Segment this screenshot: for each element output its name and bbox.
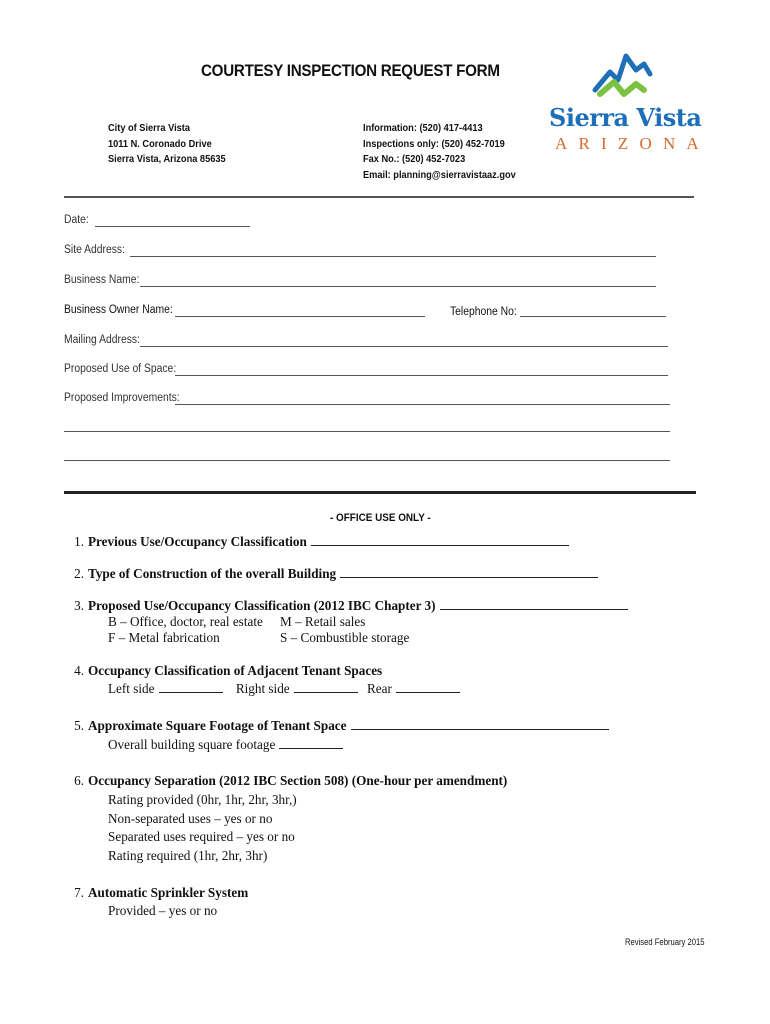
q5-answer-field[interactable] — [351, 718, 609, 730]
question-number: 3. — [74, 598, 84, 613]
right-side-label: Right side — [235, 681, 290, 696]
q1-answer-field[interactable] — [311, 534, 569, 546]
mailing-address-field[interactable] — [140, 346, 668, 347]
owner-name-label: Business Owner Name: — [64, 304, 173, 316]
office-divider — [64, 491, 696, 494]
question-number: 1. — [74, 534, 84, 549]
left-side-label: Left side — [108, 681, 155, 696]
left-side-field[interactable] — [159, 681, 223, 693]
option-s: S – Combustible storage — [280, 630, 410, 645]
revision-date: Revised February 2015 — [625, 937, 705, 947]
contact-line: Inspections only: (520) 452-7019 — [363, 137, 505, 150]
option-m: M – Retail sales — [280, 614, 366, 629]
rear-label: Rear — [366, 681, 392, 696]
question-number: 6. — [74, 773, 84, 788]
date-field[interactable] — [95, 226, 250, 227]
proposed-use-field[interactable] — [175, 375, 668, 376]
q4-sides — [108, 680, 460, 698]
q3-answer-field[interactable] — [440, 598, 628, 610]
contact-line: Information: (520) 417-4413 — [363, 122, 483, 134]
rating-provided: Rating provided (0hr, 1hr, 2hr, 3hr,) — [108, 792, 297, 807]
question-number: 2. — [74, 566, 84, 581]
rear-field[interactable] — [396, 681, 460, 693]
question-text: Type of Construction of the overall Building — [88, 566, 337, 581]
header-divider — [64, 196, 694, 198]
proposed-improvements-line-2[interactable] — [64, 431, 670, 432]
q7-details — [108, 902, 217, 920]
q6-details — [108, 791, 297, 865]
site-address-field[interactable] — [130, 256, 656, 257]
question-text: Previous Use/Occupancy Classification — [88, 534, 307, 549]
proposed-improvements-field[interactable] — [175, 404, 670, 405]
date-label: Date: — [64, 214, 89, 226]
non-separated-uses: Non-separated uses – yes or no — [108, 810, 273, 826]
mailing-address-label: Mailing Address: — [64, 334, 140, 346]
question-number: 7. — [74, 885, 84, 900]
wave-icon — [600, 82, 644, 94]
office-use-only-heading: - OFFICE USE ONLY - — [330, 512, 431, 524]
business-name-label: Business Name: — [64, 274, 140, 286]
logo-state: ARIZONA — [555, 134, 710, 153]
logo-name: Sierra Vista — [549, 103, 702, 132]
telephone-field[interactable] — [520, 316, 666, 317]
address-line: Sierra Vista, Arizona 85635 — [108, 153, 226, 165]
overall-footage-label: Overall building square footage — [108, 737, 276, 752]
rating-required: Rating required (1hr, 2hr, 3hr) — [108, 847, 268, 863]
proposed-improvements-line-3[interactable] — [64, 460, 670, 461]
question-text: Automatic Sprinkler System — [88, 885, 249, 900]
question-text: Occupancy Classification of Adjacent Tenant Spaces — [88, 663, 383, 678]
question-number: 5. — [74, 718, 84, 733]
sprinkler-provided: Provided – yes or no — [108, 903, 218, 918]
q2-answer-field[interactable] — [340, 566, 598, 578]
question-text: Occupancy Separation (2012 IBC Section 508) (One-hour per amendment) — [88, 773, 508, 788]
proposed-use-label: Proposed Use of Space: — [64, 363, 177, 375]
business-name-field[interactable] — [140, 286, 656, 287]
contact-line: Fax No.: (520) 452-7023 — [363, 153, 466, 165]
site-address-label: Site Address: — [64, 244, 125, 256]
contact-info — [363, 121, 516, 183]
question-text: Approximate Square Footage of Tenant Space — [88, 718, 347, 733]
contact-line: Email: planning@sierravistaaz.gov — [363, 168, 516, 181]
q5-overall — [108, 736, 343, 754]
option-b: B – Office, doctor, real estate — [108, 614, 263, 629]
form-title: COURTESY INSPECTION REQUEST FORM — [201, 62, 500, 80]
proposed-improvements-label: Proposed Improvements: — [64, 392, 180, 404]
option-f: F – Metal fabrication — [108, 630, 220, 645]
owner-name-field[interactable] — [175, 316, 425, 317]
address-line: 1011 N. Coronado Drive — [108, 137, 212, 150]
right-side-field[interactable] — [294, 681, 358, 693]
question-text: Proposed Use/Occupancy Classification (2012 IBC Chapter 3) — [88, 598, 436, 613]
question-number: 4. — [74, 663, 84, 678]
city-address — [108, 121, 226, 168]
telephone-label: Telephone No: — [450, 306, 517, 318]
separated-uses: Separated uses required – yes or no — [108, 829, 295, 844]
overall-footage-field[interactable] — [279, 737, 343, 749]
address-line: City of Sierra Vista — [108, 122, 191, 134]
